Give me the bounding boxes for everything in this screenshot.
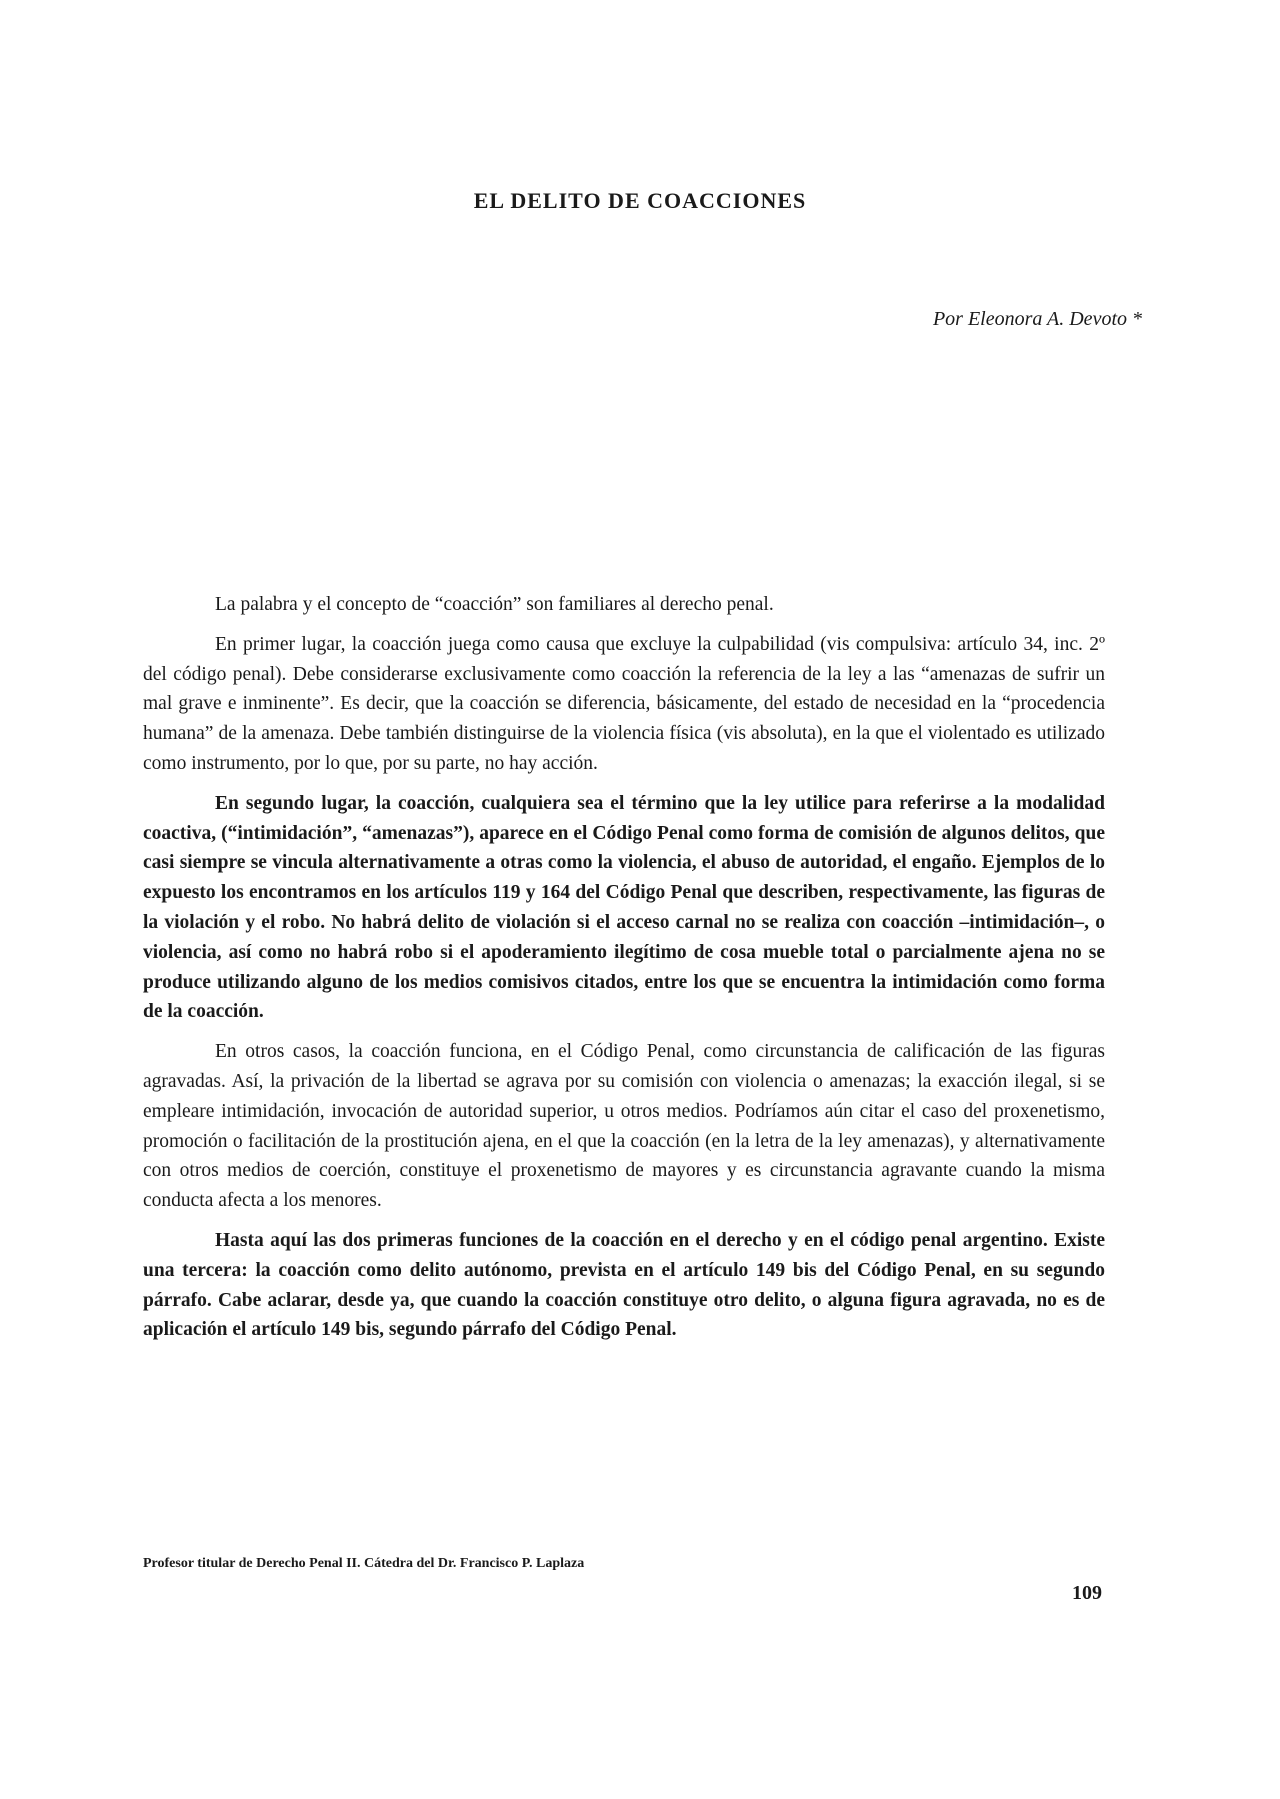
author-byline: Por Eleonora A. Devoto * bbox=[932, 308, 1142, 330]
footnote: Profesor titular de Derecho Penal II. Cátedra del Dr. Francisco P. Laplaza bbox=[143, 1556, 585, 1571]
article-title: EL DELITO DE COACCIONES bbox=[473, 188, 807, 213]
article-body bbox=[143, 590, 1105, 1355]
paragraph-3: En segundo lugar, la coacción, cualquiera sea el término que la ley utilice para referirse a la modalidad coactiva, (“intimidación”, “amenazas”), aparece en el Código Penal como forma de comisión de algunos delitos, que casi siempre se vincula alternativamente a otras como la violencia, el abuso de autoridad, el engaño. Ejemplos de lo expuesto los encontramos en los artículos 119 y 164 del Código Penal que describen, respectivamente, las figuras de la violación y el robo. No habrá delito de violación si el acceso carnal no se realiza con coacción –intimidación–, o violencia, así como no habrá robo si el apoderamiento ilegítimo de cosa mueble total o parcialmente ajena no se produce utilizando alguno de los medios comisivos citados, entre los que se encuentra la intimidación como forma de la coacción. bbox=[143, 792, 1105, 1023]
paragraph-4: En otros casos, la coacción funciona, en el Código Penal, como circunstancia de calificación de las figuras agravadas. Así, la privación de la libertad se agrava por su comisión con violencia o amenazas; la exacción ilegal, si se empleare intimidación, invocación de autoridad superior, u otros medios. Podríamos aún citar el caso del proxenetismo, promoción o facilitación de la prostitución ajena, en el que la coacción (en la letra de la ley amenazas), y alternativamente con otros medios de coerción, constituye el proxenetismo de mayores y es circunstancia agravante cuando la misma conducta afecta a los menores. bbox=[143, 1041, 1105, 1212]
paragraph-5: Hasta aquí las dos primeras funciones de la coacción en el derecho y en el código penal argentino. Existe una tercera: la coacción como delito autónomo, prevista en el artículo 149 bis del Código Penal, en su segundo párrafo. Cabe aclarar, desde ya, que cuando la coacción constituye otro delito, o alguna figura agravada, no es de aplicación el artículo 149 bis, segundo párrafo del Código Penal. bbox=[143, 1229, 1105, 1341]
page-number: 109 bbox=[1072, 1582, 1102, 1604]
paragraph-2: En primer lugar, la coacción juega como causa que excluye la culpabilidad (vis compulsiva: artículo 34, inc. 2º del código penal). Debe considerarse exclusivamente como coacción la referencia de la ley a las “amenazas de sufrir un mal grave e inminente”. Es decir, que la coacción se diferencia, básicamente, del estado de necesidad en la “procedencia humana” de la amenaza. Debe también distinguirse de la violencia física (vis absoluta), en la que el violentado es utilizado como instrumento, por lo que, por su parte, no hay acción. bbox=[143, 633, 1105, 774]
paragraph-1: La palabra y el concepto de “coacción” son familiares al derecho penal. bbox=[215, 594, 774, 615]
